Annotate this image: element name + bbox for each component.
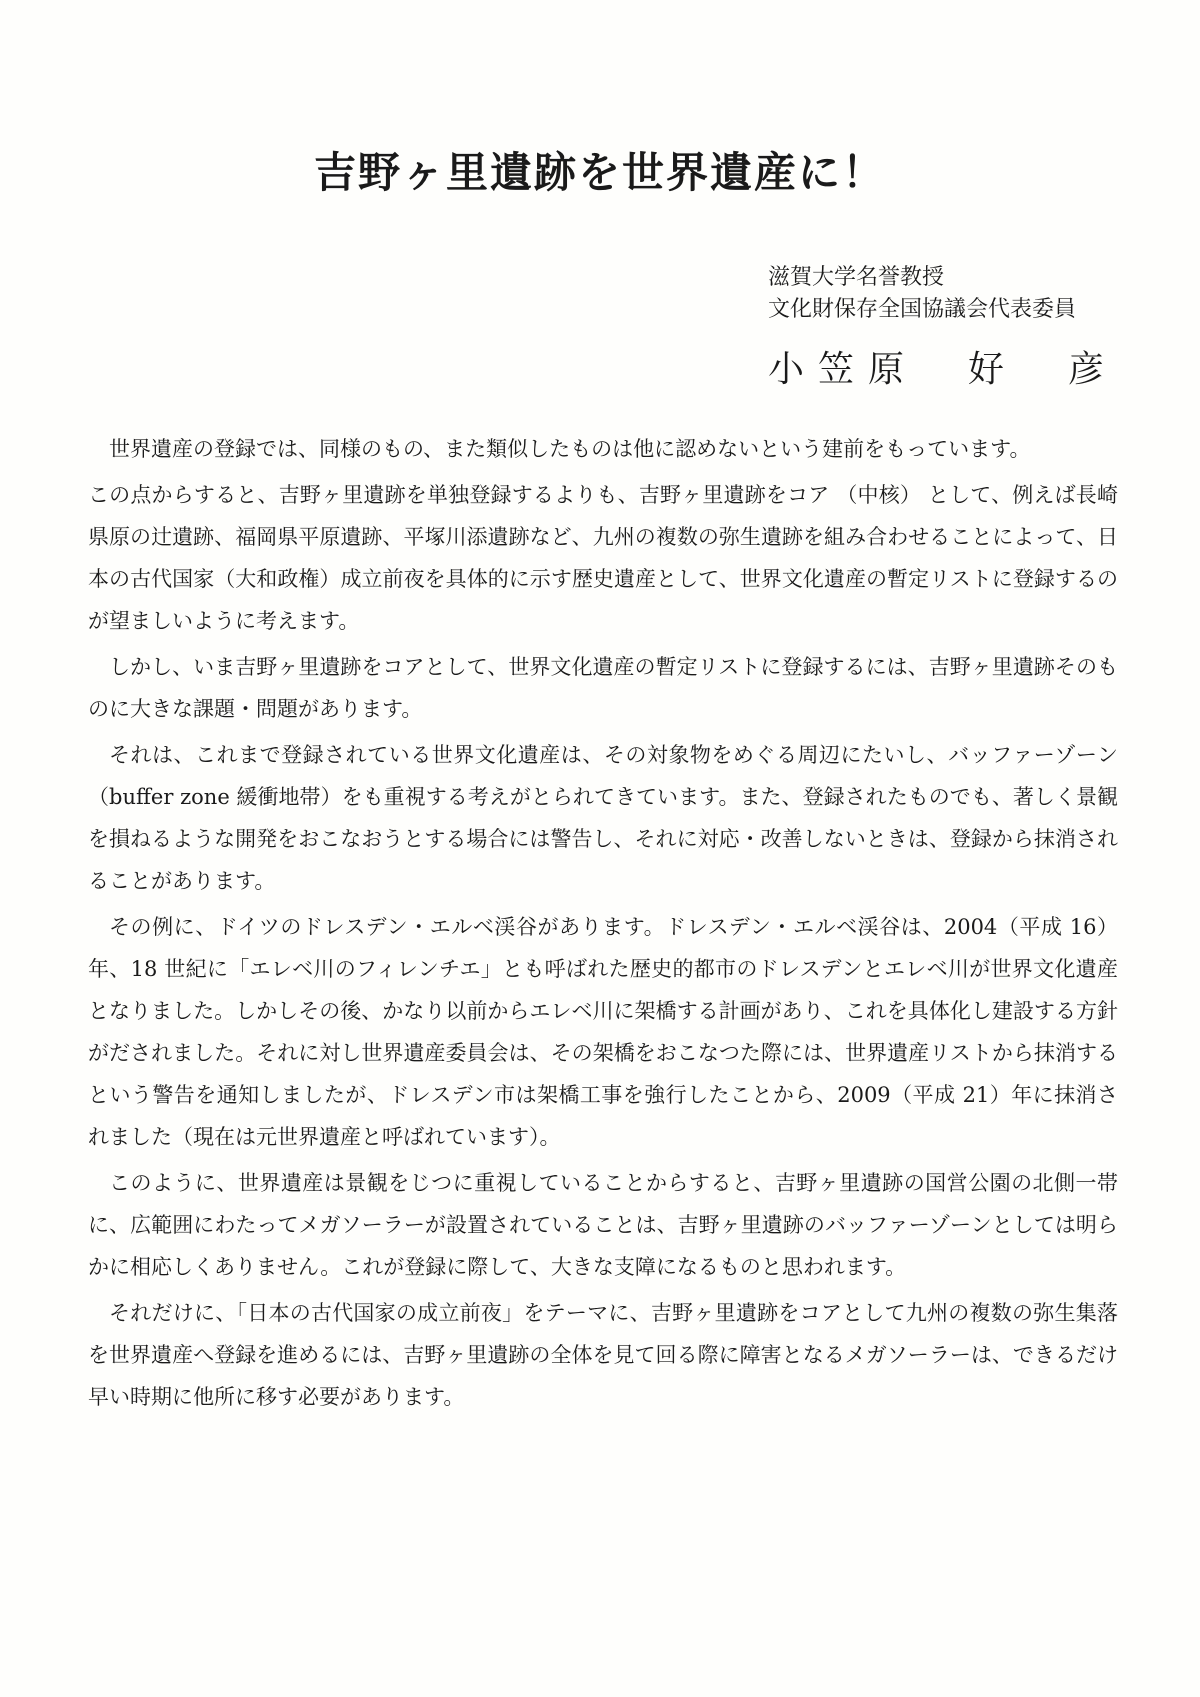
document-body [88, 428, 1118, 1422]
paragraph-6: このように、世界遺産は景観をじつに重視していることからすると、吉野ヶ里遺跡の国営公園の北側一帯に、広範囲にわたってメガソーラーが設置されていることは、吉野ヶ里遺跡のバッファーゾーンとしては明らかに相応しくありません。これが登録に際して、大きな支障になるものと思われます。 [88, 1171, 1118, 1279]
paragraph-2: この点からすると、吉野ヶ里遺跡を単独登録するよりも、吉野ヶ里遺跡をコア （中核） として、例えば長崎県原の辻遺跡、福岡県平原遺跡、平塚川添遺跡など、九州の複数の弥生遺跡を組み合わせることによって、日本の古代国家（大和政権）成立前夜を具体的に示す歴史遺産として、世界文化遺産の暫定リストに登録するのが望ましいように考えます。 [88, 483, 1118, 633]
author-name: 小笠原 好 彦 [768, 349, 1119, 390]
paragraph-7: それだけに、「日本の古代国家の成立前夜」をテーマに、吉野ヶ里遺跡をコアとして九州の複数の弥生集落を世界遺産へ登録を進めるには、吉野ヶ里遺跡の全体を見て回る際に障害となるメガソーラーは、できるだけ早い時期に他所に移す必要があります。 [88, 1301, 1118, 1409]
paragraph-4: それは、これまで登録されている世界文化遺産は、その対象物をめぐる周辺にたいし、バッファーゾーン （buffer zone 緩衝地帯）をも重視する考えがとられてきています。また、登録されたものでも、著しく景観を損ねるような開発をおこなおうとする場合には警告し、それに対応・改善しないときは、登録から抹消されることがあります。 [88, 743, 1118, 893]
paragraph-1: 世界遺産の登録では、同様のもの、また類似したものは他に認めないという建前をもっています。 [109, 437, 1031, 461]
author-affiliation-1: 滋賀大学名誉教授 [768, 265, 945, 290]
author-affiliation-2: 文化財保存全国協議会代表委員 [768, 297, 1077, 322]
paragraph-3: しかし、いま吉野ヶ里遺跡をコアとして、世界文化遺産の暫定リストに登録するには、吉野ヶ里遺跡そのものに大きな課題・問題があります。 [88, 655, 1118, 721]
author-block [768, 262, 1188, 392]
paragraph-5: その例に、ドイツのドレスデン・エルベ渓谷があります。ドレスデン・エルベ渓谷は、2004（平成 16）年、18 世紀に「エレベ川のフィレンチエ」とも呼ばれた歴史的都市のドレスデンとエレベ川が世界文化遺産となりました。しかしその後、かなり以前からエレベ川に架橋する計画があり、これを具体化し建設する方針がだされました。それに対し世界遺産委員会は、その架橋をおこなつた際には、世界遺産リストから抹消するという警告を通知しましたが、ドレスデン市は架橋工事を強行したことから、2009（平成 21）年に抹消されました（現在は元世界遺産と呼ばれています）。 [88, 915, 1118, 1149]
document-title: 吉野ヶ里遺跡を世界遺産に！ [313, 148, 886, 197]
